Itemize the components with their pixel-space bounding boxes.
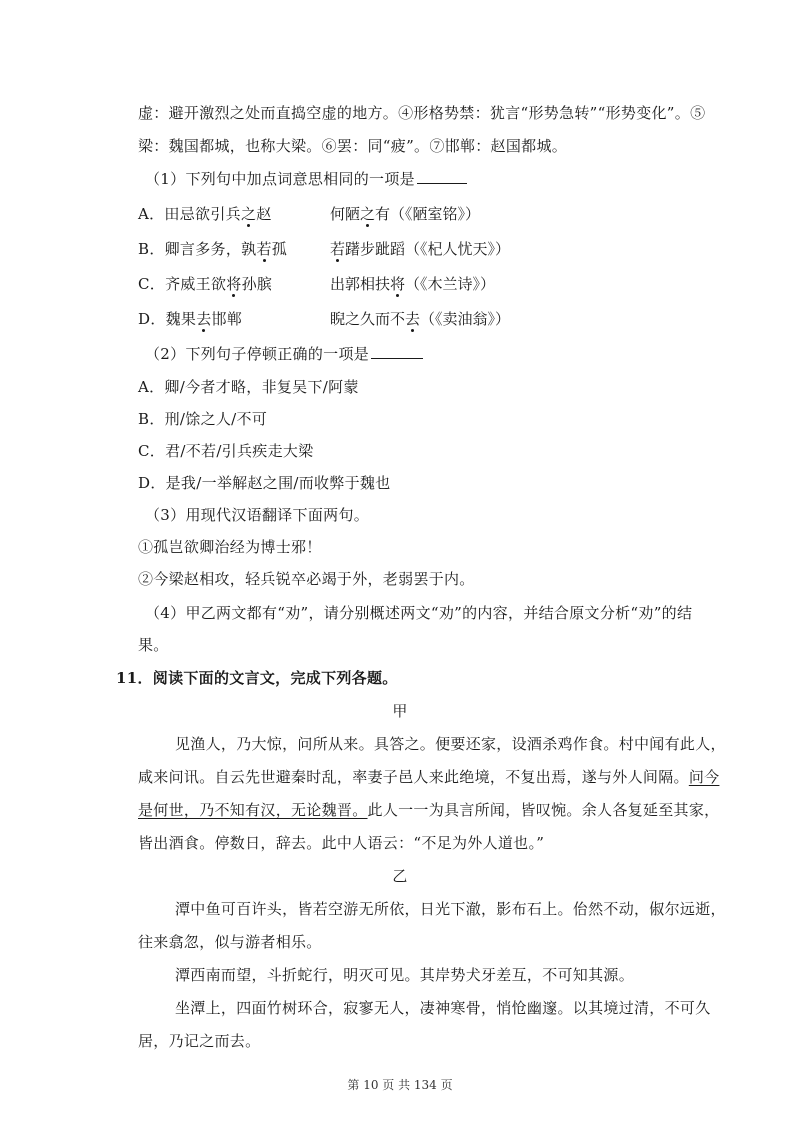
- q1-option-c: C．齐威王欲将孙膑: [138, 275, 273, 293]
- q2-stem: （2）下列句子停顿正确的一项是: [145, 343, 423, 365]
- q1-option-a: A．田忌欲引兵之赵: [138, 205, 272, 223]
- passage-yi-para-2: 潭西南而望，斗折蛇行，明灭可见。其岸势犬牙差互，不可知其源。: [175, 966, 635, 984]
- q1-option-b-right: 若躇步跐蹈（《杞人忧天》）: [330, 240, 511, 258]
- note-line-1: 虚：避开激烈之处而直捣空虚的地方。④形格势禁：犹言“形势急转”“形势变化”。⑤: [138, 104, 706, 122]
- answer-blank: [371, 344, 423, 359]
- q1-option-d-right: 睨之久而不去（《卖油翁》）: [330, 310, 511, 328]
- q1-option-d: D．魏果去邯郸: [138, 310, 243, 328]
- q2-option-c: C．君/不若/引兵疾走大梁: [138, 442, 314, 460]
- passage-jia-line-2: 咸来问讯。自云先世避秦时乱，率妻子邑人来此绝境，不复出焉，遂与外人间隔。问今: [138, 768, 720, 786]
- q1-option-c-right: 出郭相扶将（《木兰诗》）: [330, 275, 496, 293]
- answer-blank: [417, 169, 467, 184]
- q2-option-d: D．是我/一举解赵之围/而收弊于魏也: [138, 474, 391, 492]
- passage-jia-line-4: 皆出酒食。停数日，辞去。此中人语云：“不足为外人道也。”: [138, 834, 545, 852]
- passage-yi-heading: 乙: [392, 867, 408, 885]
- passage-yi-para-3b: 居，乃记之而去。: [138, 1032, 261, 1050]
- q3-stem: （3）用现代汉语翻译下面两句。: [145, 506, 370, 524]
- passage-yi-para-1b: 往来翕忽，似与游者相乐。: [138, 933, 322, 951]
- passage-jia-heading: 甲: [392, 702, 408, 720]
- q4-line-2: 果。: [138, 636, 169, 654]
- passage-yi-para-1a: 潭中鱼可百许头，皆若空游无所依，日光下澈，影布石上。佁然不动，俶尔远逝，: [175, 900, 726, 918]
- q2-option-b: B．刑/馀之人/不可: [138, 410, 268, 428]
- passage-jia-line-3: 是何世，乃不知有汉，无论魏晋。此人一一为具言所闻，皆叹惋。余人各复延至其家，: [138, 801, 720, 819]
- passage-yi-para-3a: 坐潭上，四面竹树环合，寂寥无人，凄神寒骨，悄怆幽邃。以其境过清，不可久: [175, 999, 711, 1017]
- q3-item-1: ①孤岂欲卿治经为博士邪！: [138, 538, 322, 556]
- passage-jia-line-1: 见渔人，乃大惊，问所从来。具答之。便要还家，设酒杀鸡作食。村中闻有此人，: [175, 735, 726, 753]
- q1-stem: （1）下列句中加点词意思相同的一项是: [145, 168, 467, 190]
- q1-option-b: B．卿言多务，孰若孤: [138, 240, 288, 258]
- q11-title: 11．阅读下面的文言文，完成下列各题。: [116, 669, 398, 687]
- q1-option-a-right: 何陋之有（《陋室铭》）: [330, 205, 481, 223]
- q4-line-1: （4）甲乙两文都有“劝”，请分别概述两文“劝”的内容，并结合原文分析“劝”的结: [145, 604, 693, 622]
- q3-item-2: ②今梁赵相攻，轻兵锐卒必竭于外，老弱罢于内。: [138, 570, 475, 588]
- note-line-2: 梁：魏国都城，也称大梁。⑥罢：同“疲”。⑦邯郸：赵国都城。: [138, 137, 568, 155]
- page-footer: 第 10 页 共 134 页: [347, 1078, 453, 1092]
- q2-option-a: A．卿/今者才略，非复吴下/阿蒙: [138, 378, 359, 396]
